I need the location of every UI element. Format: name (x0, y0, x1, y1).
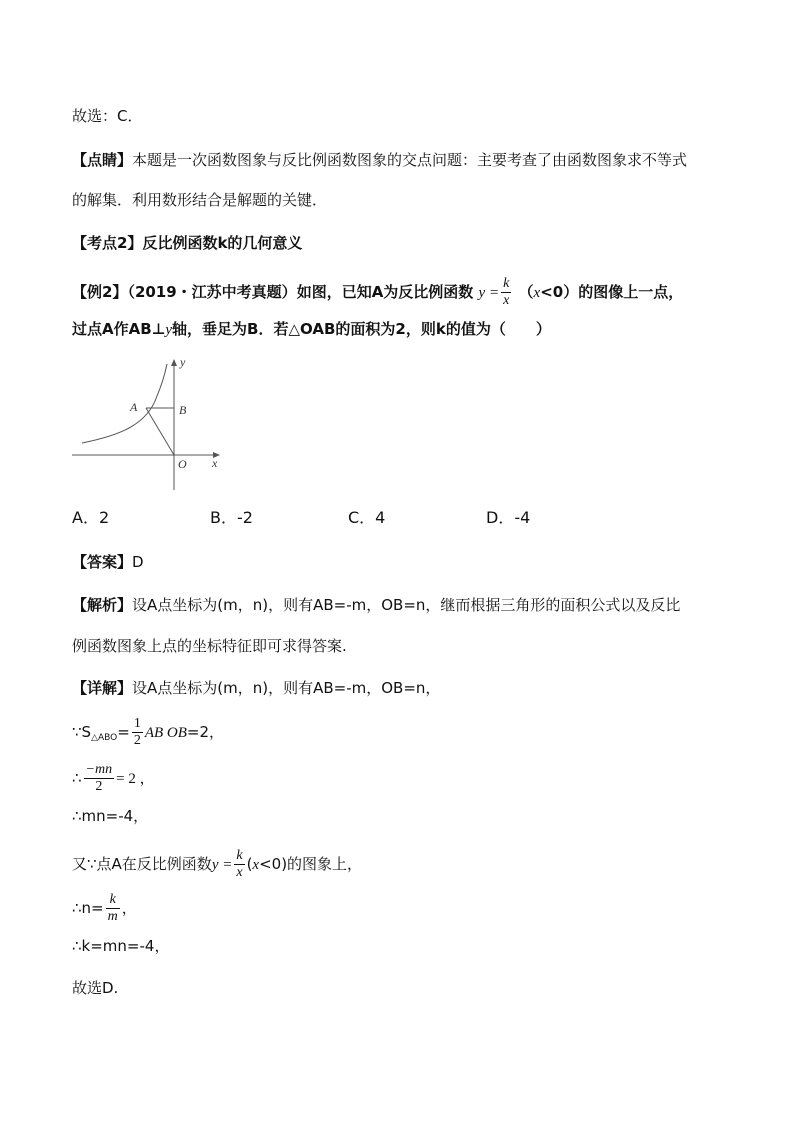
example-fraction (501, 276, 511, 309)
step5-fraction (106, 892, 120, 925)
example-cond-var: x (533, 285, 541, 301)
example-cond-open: （ (518, 283, 534, 301)
example-text-a: 如图，已知A为反比例函数 (296, 283, 474, 301)
step4-open: ( (246, 855, 253, 873)
section-title: 【考点2】反比例函数k的几何意义 (72, 234, 303, 252)
label-y: y (180, 356, 186, 369)
answer-value: D (132, 553, 144, 571)
answer-tag: 【答案】 (72, 553, 133, 571)
step4-var: x (252, 857, 260, 873)
area-tail: =2， (186, 723, 225, 741)
area-subscript: △ABO (91, 733, 118, 743)
example-source: （2019・江苏中考真题） (127, 283, 297, 301)
example-line2-a: 过点A作AB⊥ (72, 320, 166, 338)
step5-num: k (106, 892, 120, 909)
detail-area-formula (72, 716, 224, 749)
answer-line (72, 552, 144, 572)
option-d: D．-4 (486, 508, 531, 527)
example-line-2 (72, 319, 551, 340)
example-frac-num: k (503, 276, 510, 291)
y-axis-arrow (171, 359, 177, 366)
analysis-line-1 (72, 595, 680, 615)
detail-line-1 (72, 678, 440, 698)
detail-step-5 (72, 892, 137, 925)
analysis-text-1: 设A点坐标为(m，n)，则有AB=-m，OB=n，继而根据三角形的面积公式以及反比 (132, 596, 681, 614)
analysis-line-2: 例函数图象上点的坐标特征即可求得答案. (72, 637, 347, 655)
area-expr: AB OB (144, 725, 187, 741)
comment-line-2: 的解集．利用数形结合是解题的关键． (72, 191, 328, 209)
step2-prefix: ∴ (72, 769, 82, 787)
step4-num: k (236, 848, 243, 863)
label-b: B (179, 403, 187, 417)
example-tag: 【例2】 (72, 283, 128, 301)
half-fraction (132, 716, 143, 749)
analysis-tag: 【解析】 (72, 596, 133, 614)
detail-tag: 【详解】 (72, 679, 133, 697)
example-frac-den: x (503, 293, 510, 308)
comment-line-1 (72, 150, 687, 170)
option-b: B．-2 (210, 508, 253, 527)
step4-text-b: <0)的图象上， (259, 855, 363, 873)
hyperbola-curve (82, 364, 167, 443)
detail-step-4 (72, 848, 362, 881)
step2-tail: = 2 ， (116, 771, 155, 787)
step4-fraction (234, 848, 244, 881)
mn-num: −mn (85, 762, 113, 777)
area-prefix: ∵S (72, 723, 92, 741)
example-line2-var: y (165, 322, 173, 338)
half-num: 1 (133, 716, 141, 731)
example-cond-rest: <0）的图像上一点， (540, 283, 684, 301)
option-a: A．2 (72, 508, 110, 527)
detail-step-3: ∴mn=-4， (72, 807, 149, 825)
example-y-eq: y = (478, 285, 500, 301)
label-o: O (178, 457, 187, 471)
step5-tail: ， (121, 899, 137, 917)
detail-step-6: ∴k=mn=-4， (72, 937, 170, 955)
comment-text-1: 本题是一次函数图象与反比例函数图象的交点问题：主要考查了由函数图象求不等式 (132, 151, 688, 169)
label-a: A (130, 400, 138, 414)
detail-step-2 (72, 762, 155, 795)
graph-figure (72, 356, 232, 496)
option-c: C．4 (348, 508, 386, 527)
detail-conclusion: 故选D. (72, 979, 119, 997)
label-x: x (212, 456, 218, 470)
step4-y-eq: y = (211, 857, 233, 873)
segment-ao (146, 408, 174, 455)
example-line2-b: 轴，垂足为B．若△OAB的面积为2，则k的值为（ ） (172, 320, 551, 338)
step5-den: m (107, 909, 118, 924)
step4-den: x (236, 865, 243, 880)
example-line-1 (72, 276, 683, 309)
area-eq: = (117, 723, 130, 741)
mn-fraction (84, 762, 115, 795)
half-den: 2 (133, 733, 141, 748)
step4-text-a: 又∵点A在反比例函数 (72, 855, 212, 873)
comment-tag: 【点睛】 (72, 151, 133, 169)
step5-prefix: ∴n= (72, 899, 104, 917)
detail-text-1: 设A点坐标为(m，n)，则有AB=-m，OB=n， (132, 679, 441, 697)
mn-den: 2 (95, 779, 103, 794)
conclusion-line: 故选：C． (72, 107, 143, 125)
